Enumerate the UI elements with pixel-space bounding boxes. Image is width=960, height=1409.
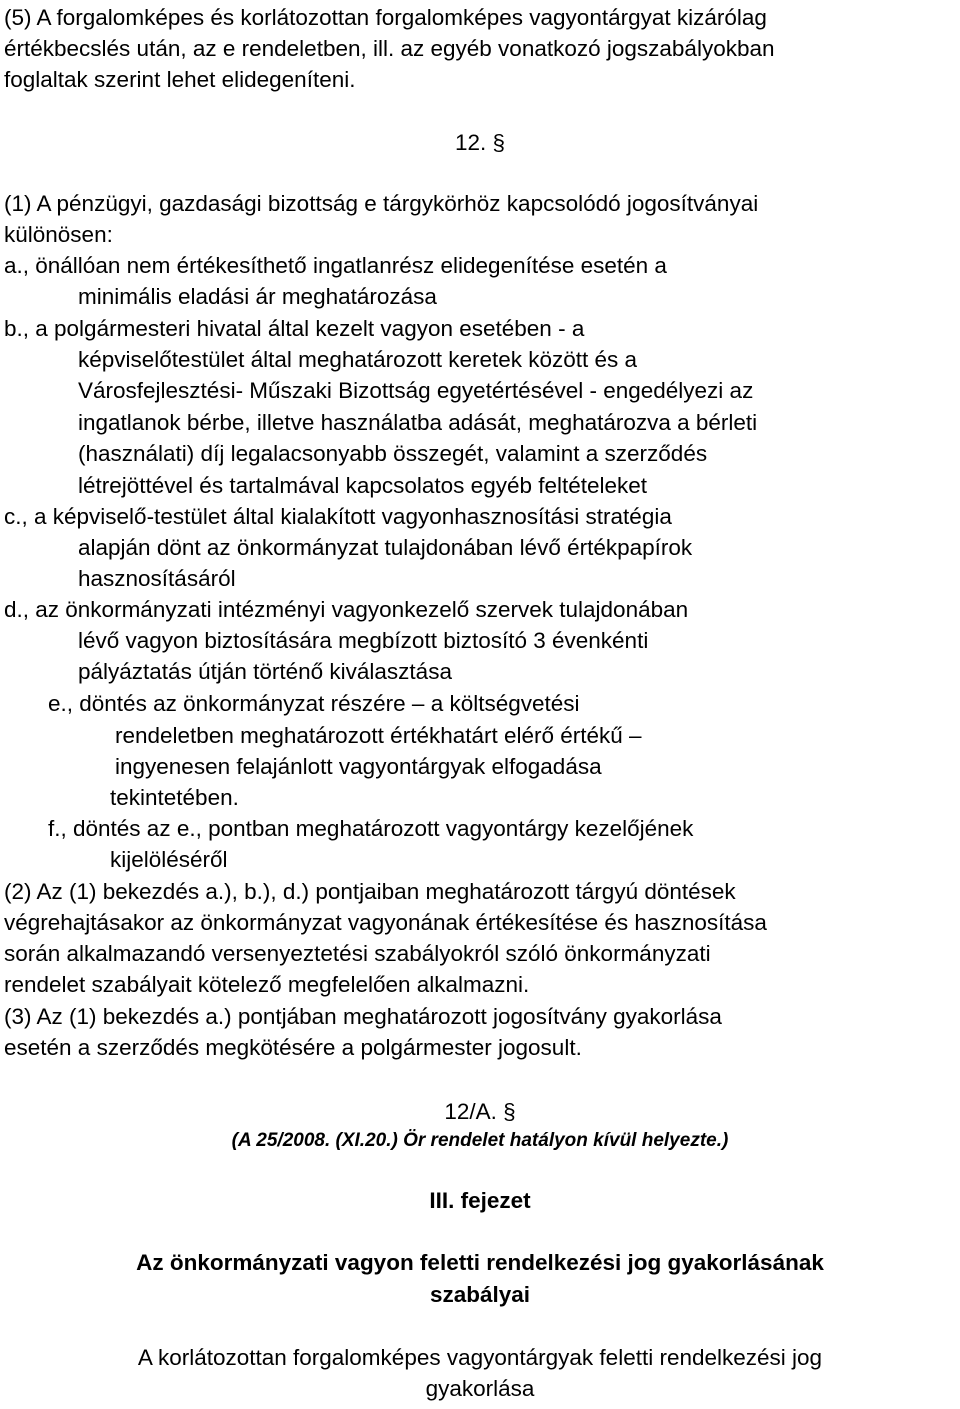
para5-line-2: értékbecslés után, az e rendeletben, ill. az egyéb vonatkozó jogszabályokban — [4, 36, 775, 61]
para5-line-3: foglaltak szerint lehet elidegeníteni. — [4, 67, 356, 92]
sec12-p3-line-1: (3) Az (1) bekezdés a.) pontjában meghatározott jogosítvány gyakorlása — [4, 1004, 722, 1029]
item-b-line-1: b., a polgármesteri hivatal által kezelt vagyon esetében - a — [4, 316, 585, 341]
item-a-line-1: a., önállóan nem értékesíthető ingatlanrész elidegenítése esetén a — [4, 253, 667, 278]
item-f-line-1: f., döntés az e., pontban meghatározott vagyontárgy kezelőjének — [48, 816, 694, 841]
item-b-line-6: létrejöttével és tartalmával kapcsolatos egyéb feltételeket — [78, 473, 648, 498]
item-f-line-2: kijelöléséről — [110, 847, 228, 872]
item-e-line-2: rendeletben meghatározott értékhatárt elérő értékű – — [115, 723, 642, 748]
chapter-title-line-2: szabályai — [429, 1282, 531, 1307]
section-12a-heading: 12/A. § — [444, 1099, 516, 1124]
subsection-title-line-1: A korlátozottan forgalomképes vagyontárgyak feletti rendelkezési jog — [137, 1345, 823, 1370]
item-b-line-3: Városfejlesztési- Műszaki Bizottság egyetértésével - engedélyezi az — [78, 378, 754, 403]
item-d-line-1: d., az önkormányzati intézményi vagyonkezelő szervek tulajdonában — [4, 597, 689, 622]
item-e-line-4: tekintetében. — [110, 785, 239, 810]
sec12-p2-line-1: (2) Az (1) bekezdés a.), b.), d.) pontjaiban meghatározott tárgyú döntések — [4, 879, 736, 904]
section-12-heading: 12. § — [454, 130, 506, 155]
sec12-p1-line-2: különösen: — [4, 222, 113, 247]
item-c-line-1: c., a képviselő-testület által kialakított vagyonhasznosítási stratégia — [4, 504, 672, 529]
sec12-p3-line-2: esetén a szerződés megkötésére a polgármester jogosult. — [4, 1035, 582, 1060]
item-b-line-4: ingatlanok bérbe, illetve használatba adását, meghatározva a bérleti — [78, 410, 758, 435]
item-a-line-2: minimális eladási ár meghatározása — [78, 284, 437, 309]
item-d-line-2: lévő vagyon biztosítására megbízott biztosító 3 évenkénti — [78, 628, 649, 653]
sec12-p2-line-3: során alkalmazandó versenyeztetési szabályokról szóló önkormányzati — [4, 941, 711, 966]
item-c-line-3: hasznosításáról — [78, 566, 236, 591]
item-b-line-5: (használati) díj legalacsonyabb összegét, valamint a szerződés — [78, 441, 708, 466]
sec12-p2-line-2: végrehajtásakor az önkormányzat vagyonának értékesítése és hasznosítása — [4, 910, 767, 935]
chapter-title-line-1: Az önkormányzati vagyon feletti rendelkezési jog gyakorlásának — [136, 1250, 824, 1275]
section-12a-repeal-note: (A 25/2008. (XI.20.) Ör rendelet hatályon kívül helyezte.) — [231, 1130, 729, 1151]
para5-line-1: (5) A forgalomképes és korlátozottan forgalomképes vagyontárgyat kizárólag — [4, 5, 767, 30]
subsection-title-line-2: gyakorlása — [425, 1376, 535, 1401]
chapter-heading: III. fejezet — [429, 1188, 531, 1213]
item-b-line-2: képviselőtestület által meghatározott keretek között és a — [78, 347, 638, 372]
item-d-line-3: pályáztatás útján történő kiválasztása — [78, 659, 452, 684]
item-e-line-3: ingyenesen felajánlott vagyontárgyak elfogadása — [115, 754, 602, 779]
sec12-p1-line-1: (1) A pénzügyi, gazdasági bizottság e tárgykörhöz kapcsolódó jogosítványai — [4, 191, 759, 216]
sec12-p2-line-4: rendelet szabályait kötelező megfelelően alkalmazni. — [4, 972, 530, 997]
item-e-line-1: e., döntés az önkormányzat részére – a költségvetési — [48, 691, 580, 716]
item-c-line-2: alapján dönt az önkormányzat tulajdonában lévő értékpapírok — [78, 535, 693, 560]
